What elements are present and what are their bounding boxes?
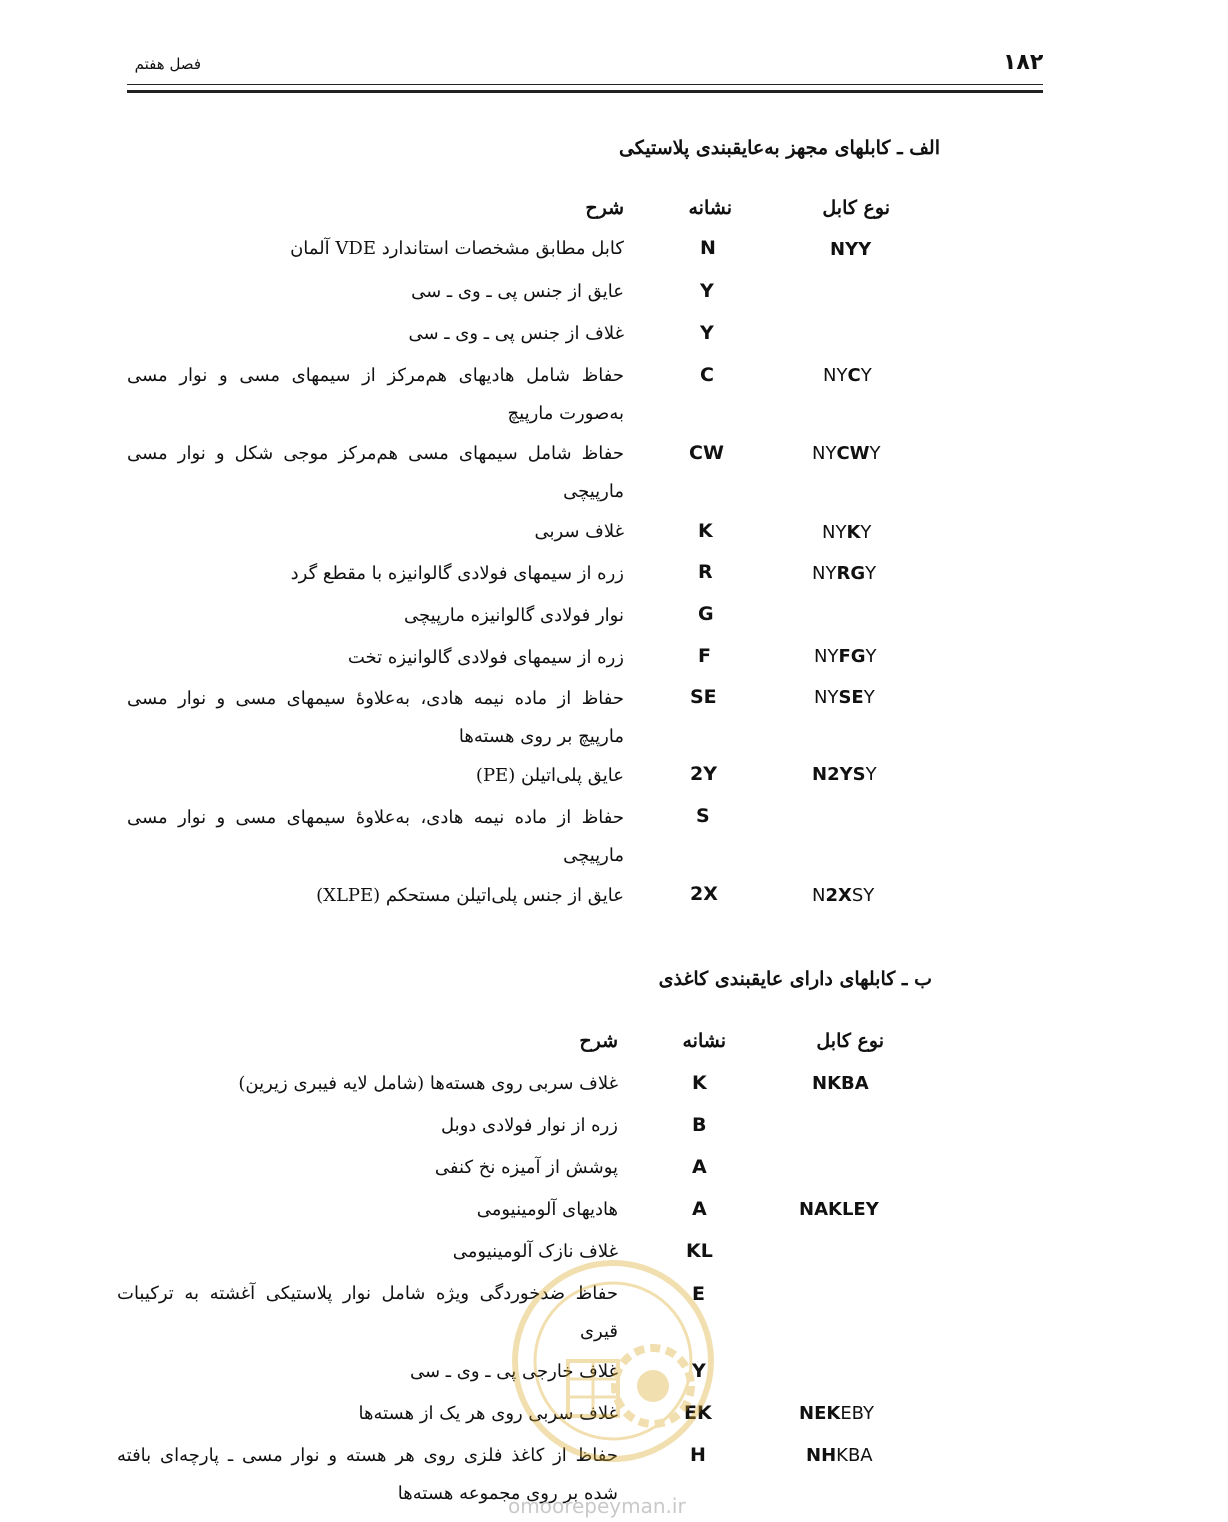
section-a-desc: حفاظ از ماده نیمه هادی، به‌علاوهٔ سیمهای مسی و نوار مسی مارپیچی — [127, 807, 624, 866]
section-a-desc: غلاف از جنس پی ـ وی ـ سی — [408, 323, 624, 344]
section-a-desc: حفاظ از ماده نیمه هادی، به‌علاوهٔ سیمهای مسی و نوار مسی مارپیچ بر روی هسته‌ها — [127, 688, 624, 747]
section-a-cable: N2YSY — [812, 764, 877, 785]
section-b-desc: حفاظ از کاغذ فلزی روی هر هسته و نوار مسی ـ پارچه‌ای بافته شده بر روی مجموعه هسته‌ها — [117, 1445, 618, 1504]
section-b-title: ب ـ کابلهای دارای عایقبندی کاغذی — [658, 968, 932, 990]
chapter-title: فصل هفتم — [134, 55, 201, 73]
section-b-code: A — [692, 1198, 707, 1220]
section-a-desc: عایق از جنس پی ـ وی ـ سی — [411, 281, 624, 302]
section-a-title: الف ـ کابلهای مجهز به‌عایقبندی پلاستیکی — [618, 137, 940, 159]
section-a-desc: زره از سیمهای فولادی گالوانیزه با مقطع گرد — [290, 563, 624, 584]
section-a-col-code: نشانه — [688, 197, 732, 219]
section-a-cable: NYCWY — [812, 443, 881, 464]
watermark-seal-icon — [498, 1256, 728, 1466]
section-b-col-cable: نوع کابل — [816, 1030, 884, 1052]
section-b-desc: هادیهای آلومینیومی — [476, 1199, 618, 1220]
section-a-cable: NYSEY — [814, 687, 875, 708]
section-a-cable: NYKY — [822, 522, 872, 543]
section-a-cable: NYCY — [823, 365, 872, 386]
section-a-desc: حفاظ شامل سیمهای مسی هم‌مرکز موجی شکل و نوار مسی مارپیچی — [127, 443, 624, 502]
section-b-code: EK — [684, 1402, 712, 1424]
section-b-desc: زره از نوار فولادی دوبل — [440, 1115, 618, 1136]
section-a-desc: کابل مطابق مشخصات استاندارد VDE آلمان — [290, 238, 624, 259]
section-a-desc: غلاف سربی — [534, 521, 624, 542]
section-b-col-code: نشانه — [682, 1030, 726, 1052]
section-a-code: SE — [690, 686, 717, 708]
section-a-code: K — [698, 520, 713, 542]
section-a-code: R — [698, 561, 713, 583]
section-b-cable: NEKEBY — [799, 1403, 875, 1424]
section-a-code: C — [700, 364, 714, 386]
section-a-cable: NYY — [830, 239, 872, 260]
section-b-desc: حفاظ ضدخوردگی ویژه شامل نوار پلاستیکی آغشته به ترکیبات قیری — [117, 1283, 618, 1342]
section-a-code: Y — [700, 322, 714, 344]
section-b-code: Y — [692, 1360, 706, 1382]
section-a-col-cable: نوع کابل — [822, 197, 890, 219]
section-a-cable: NYRGY — [812, 563, 877, 584]
section-b-code: K — [692, 1072, 707, 1094]
section-b-code: E — [692, 1283, 705, 1305]
section-b-cable: NAKLEY — [799, 1199, 879, 1220]
section-a-desc: عایق پلی‌اتیلن (PE) — [475, 765, 624, 786]
section-a-code: F — [698, 645, 711, 667]
section-a-cable: NYFGY — [814, 646, 877, 667]
section-b-cable: NHKBA — [806, 1445, 873, 1466]
section-b-desc: غلاف سربی روی هسته‌ها (شامل لایه فیبری زیرین) — [238, 1073, 618, 1094]
section-a-code: S — [696, 805, 710, 827]
section-b-code: A — [692, 1156, 707, 1178]
header-rule-thin — [127, 84, 1043, 85]
section-b-desc: پوشش از آمیزه نخ کنفی — [434, 1157, 618, 1178]
header-rule-thick — [127, 90, 1043, 93]
section-a-desc: عایق از جنس پلی‌اتیلن مستحکم (XLPE) — [316, 885, 624, 906]
section-b-col-desc: شرح — [579, 1030, 618, 1052]
section-b-code: KL — [686, 1240, 713, 1262]
section-b-desc: غلاف سربی روی هر یک از هسته‌ها — [358, 1403, 618, 1424]
section-b-cable: NKBA — [812, 1073, 869, 1094]
section-b-desc: غلاف خارجی پی ـ وی ـ سی — [409, 1361, 618, 1382]
section-a-code: 2X — [690, 883, 718, 905]
section-a-col-desc: شرح — [585, 197, 624, 219]
section-a-cable: N2XSY — [812, 885, 875, 906]
watermark-text: omoorepeyman.ir — [508, 1494, 686, 1518]
page-number: ۱۸۲ — [1003, 50, 1044, 75]
section-a-desc: نوار فولادی گالوانیزه مارپیچی — [404, 605, 624, 626]
section-a-code: G — [698, 603, 714, 625]
section-a-desc: حفاظ شامل هادیهای هم‌مرکز از سیمهای مسی و نوار مسی به‌صورت مارپیچ — [127, 365, 624, 424]
section-a-code: 2Y — [690, 763, 717, 785]
section-a-code: Y — [700, 280, 714, 302]
section-b-code: H — [690, 1444, 706, 1466]
section-a-desc: زره از سیمهای فولادی گالوانیزه تخت — [347, 647, 624, 668]
section-b-desc: غلاف نازک آلومینیومی — [452, 1241, 618, 1262]
section-a-code: N — [700, 237, 716, 259]
section-a-code: CW — [689, 442, 724, 464]
section-b-code: B — [692, 1114, 707, 1136]
